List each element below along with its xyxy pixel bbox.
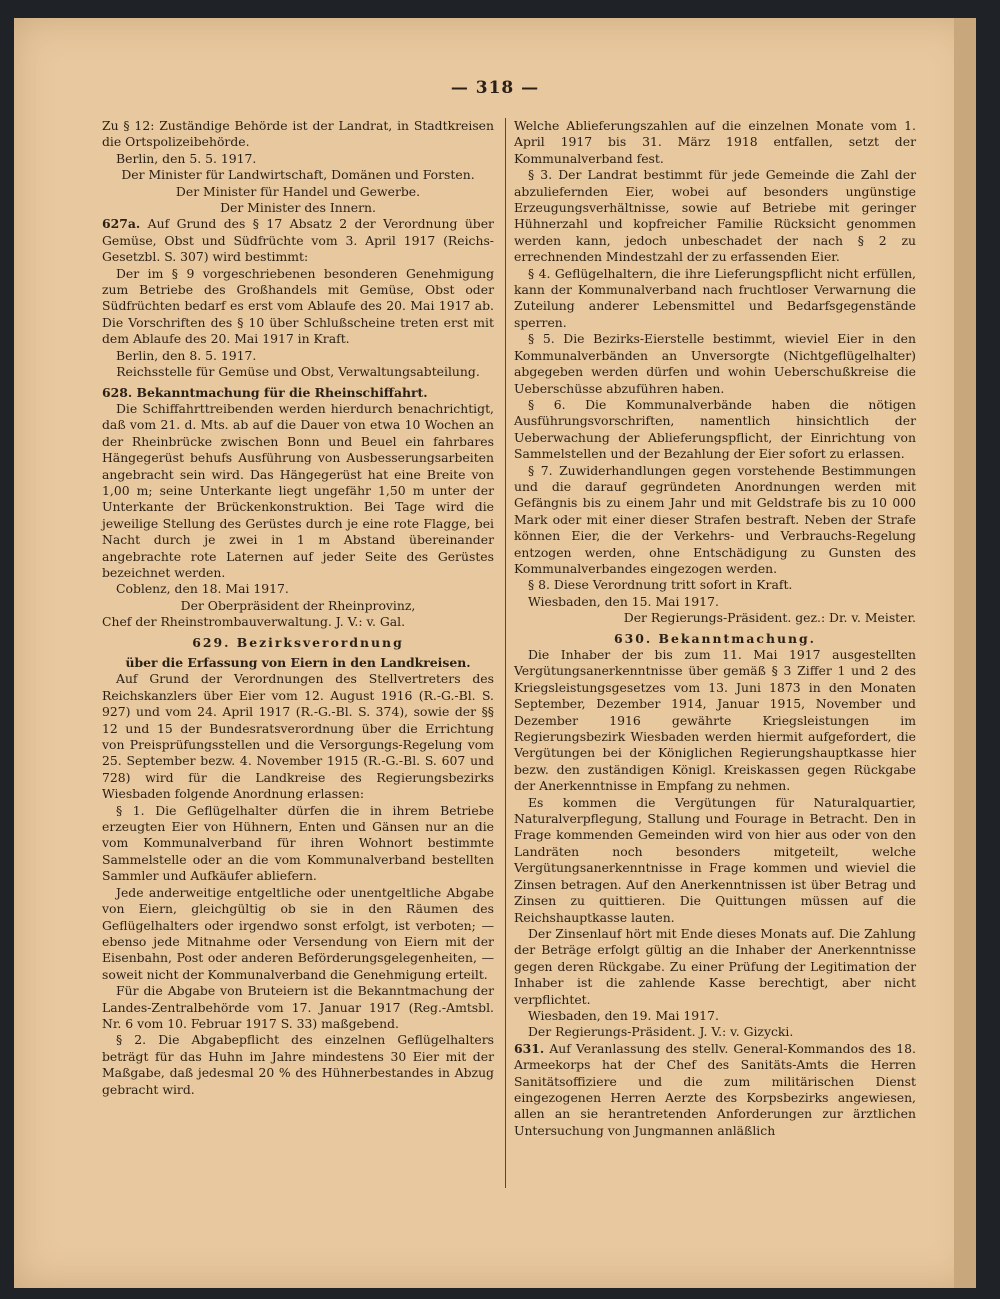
paragraph-text: Die Inhaber der bis zum 11. Mai 1917 ausgestellten Vergütungsanerkenntnisse über gemäß § 3 Ziffer 1 und 2 des Kriegsleistungsgesetzes vom 13. Juni 1873 in den Monaten September, Dezember 1914, Januar 1915, November und Dezember 1916 gewährte Kriegsleistungen im Regierungsbezirk Wiesbaden werden hiermit aufgefordert, die Vergütungen bei der Königlichen Regierungshauptkasse hier bezw. den zuständigen Königl. Kreiskassen gegen Rückgabe der Anerkenntnisse in Empfang zu nehmen.: [514, 647, 916, 794]
paragraph-text: Reichsstelle für Gemüse und Obst, Verwaltungsabteilung.: [116, 364, 480, 380]
paragraph-text: Der im § 9 vorgeschriebenen besonderen Genehmigung zum Betriebe des Großhandels mit Gemüse, Obst oder Südfrüchten bedarf es erst vom Ablaufe des 20. Mai 1917 ab. Die Vorschriften des § 10 über Schlußscheine treten erst mit dem Ablaufe des 20. Mai 1917 in Kraft.: [102, 265, 494, 347]
paragraph: [514, 118, 916, 167]
paragraph-text: Der Regierungs-Präsident. gez.: Dr. v. Meister.: [623, 610, 916, 626]
paragraph-text: Der Zinsenlauf hört mit Ende dieses Monats auf. Die Zahlung der Beträge erfolgt gültig an die Inhaber der Anerkenntnisse gegen deren Rückgabe. Zu einer Prüfung der Legitimation der Inhaber ist die zahlende Kasse berechtigt, aber nicht verpflichtet.: [514, 925, 916, 1007]
paragraph: [102, 1032, 494, 1098]
paragraph: [514, 610, 916, 626]
paragraph-text: Berlin, den 8. 5. 1917.: [116, 347, 257, 363]
left-column: [102, 118, 494, 1098]
paragraph: [514, 1041, 916, 1139]
paragraph-text: Bekanntmachung für die Rheinschiffahrt.: [136, 384, 428, 400]
entry-number: 629.: [192, 634, 231, 650]
document-page: [14, 18, 976, 1288]
paragraph-text: Auf Grund der Verordnungen des Stellvertreters des Reichskanzlers über Eier vom 12. August 1916 (R.-G.-Bl. S. 927) und vom 24. April 1917 (R.-G.-Bl. S. 374), sowie der §§ 12 und 15 der Bundesratsverordnung über die Errichtung von Preisprüfungsstellen und die Versorgungs-Regelung vom 25. September bezw. 4. November 1915 (R.-G.-Bl. S. 607 und 728) wird für die Landkreise des Regierungsbezirks Wiesbaden folgende Anordnung erlassen:: [102, 671, 494, 802]
paragraph: [514, 631, 916, 647]
paragraph: [514, 331, 916, 397]
paragraph-text: § 5. Die Bezirks-Eierstelle bestimmt, wieviel Eier in den Kommunalverbänden an Unversorgte (Nichtgeflügelhalter) abgegeben werden dürfen und wohin Ueberschußkreise die Ueberschüsse abzuführen haben.: [514, 331, 916, 396]
paragraph: [102, 364, 494, 380]
paragraph: [102, 655, 494, 671]
paragraph-text: § 6. Die Kommunalverbände haben die nötigen Ausführungsvorschriften, namentlich hinsichtlich der Ueberwachung der Ablieferungspflicht, der Einrichtung von Sammelstellen und der Bezahlung der Eier sofort zu erlassen.: [514, 396, 916, 462]
paragraph: [102, 118, 494, 151]
paragraph: [514, 926, 916, 1008]
paragraph: [102, 184, 494, 200]
paragraph-text: Für die Abgabe von Bruteiern ist die Bekanntmachung der Landes-Zentralbehörde vom 17. Januar 1917 (Reg.-Amtsbl. Nr. 6 vom 10. Februar 1917 S. 33) maßgebend.: [102, 983, 494, 1031]
paragraph-text: Auf Grund des § 17 Absatz 2 der Verordnung über Gemüse, Obst und Südfrüchte vom 3. April 1917 (Reichs-Gesetzbl. S. 307) wird bestimmt:: [102, 216, 494, 265]
paragraph-text: § 8. Diese Verordnung tritt sofort in Kraft.: [528, 577, 793, 593]
paragraph: [102, 385, 494, 401]
paragraph-text: Bezirksverordnung: [236, 634, 404, 650]
paragraph: [514, 647, 916, 795]
paragraph-text: über die Erfassung von Eiern in den Landkreisen.: [125, 655, 471, 670]
paragraph: [514, 795, 916, 926]
paragraph: [102, 983, 494, 1032]
paragraph-text: Es kommen die Vergütungen für Naturalquartier, Naturalverpflegung, Stallung und Fourage in Betracht. Den in Frage kommenden Gemeinden wird von hier aus oder von den Landräten noch besonders mitgeteilt, welche Vergütungsanerkenntnisse in Frage kommen und wieviel die Zinsen betragen. Auf den Anerkenntnissen ist über Betrag und Zinsen zu quittieren. Die Quittungen müssen auf die Reichshauptkasse lauten.: [514, 794, 916, 925]
paragraph-text: Welche Ablieferungszahlen auf die einzelnen Monate vom 1. April 1917 bis 31. März 1918 entfallen, setzt der Kommunalverband fest.: [514, 118, 916, 166]
paragraph-text: § 2. Die Abgabepflicht des einzelnen Geflügelhalters beträgt für das Huhn im Jahre mindestens 30 Eier mit der Maßgabe, daß jedesmal 20 % des Hühnerbestandes in Abzug gebracht wird.: [102, 1032, 494, 1097]
paragraph-text: Coblenz, den 18. Mai 1917.: [116, 581, 289, 597]
paragraph: [514, 266, 916, 332]
paragraph-text: Berlin, den 5. 5. 1917.: [116, 150, 257, 166]
paragraph: [514, 1008, 916, 1024]
paragraph: [102, 614, 494, 630]
paragraph-text: Jede anderweitige entgeltliche oder unentgeltliche Abgabe von Eiern, gleichgültig ob sie in den Räumen des Geflügelhalters oder irgendwo sonst erfolgt, ist verboten; — ebenso jede Mitnahme oder Versendung von Eiern mit der Eisenbahn, Post oder anderen Beförderungsgelegenheiten, — soweit nicht der Kommunalverband die Genehmigung erteilt.: [102, 884, 494, 982]
paragraph: [102, 266, 494, 348]
paragraph: [102, 216, 494, 265]
paragraph: [514, 463, 916, 578]
entry-number: 631.: [514, 1040, 545, 1056]
paragraph: [514, 594, 916, 610]
paragraph: [102, 348, 494, 364]
paragraph-text: § 1. Die Geflügelhalter dürfen die in ihrem Betriebe erzeugten Eier von Hühnern, Enten und Gänsen nur an die vom Kommunalverband für ihren Wohnort bestimmte Sammelstelle oder an die vom Kommunalverband bestellten Sammler und Aufkäufer abliefern.: [102, 802, 494, 884]
paragraph: [102, 635, 494, 651]
paragraph-text: Der Minister des Innern.: [220, 200, 376, 216]
entry-number: 628.: [102, 384, 133, 400]
paragraph-text: Chef der Rheinstrombauverwaltung. J. V.: v. Gal.: [102, 614, 406, 630]
paragraph: [102, 803, 494, 885]
paragraph: [102, 581, 494, 597]
paragraph: [514, 397, 916, 463]
paragraph: [514, 577, 916, 593]
paragraph: [102, 151, 494, 167]
page-edge-shadow: [954, 18, 976, 1288]
paragraph-text: Der Minister für Landwirtschaft, Domänen und Forsten.: [121, 167, 475, 183]
paragraph-text: Der Regierungs-Präsident. J. V.: v. Gizycki.: [528, 1024, 794, 1040]
paragraph-text: § 4. Geflügelhaltern, die ihre Lieferungspflicht nicht erfüllen, kann der Kommunalverband nach fruchtloser Verwarnung die Zuteilung anderer Lebensmittel und Bedarfsgegenstände sperren.: [514, 265, 916, 330]
paragraph: [102, 200, 494, 216]
page-number: — 318 —: [450, 78, 540, 98]
paragraph: [102, 167, 494, 183]
paragraph: [102, 598, 494, 614]
right-column: [514, 118, 916, 1139]
paragraph: [102, 671, 494, 802]
paragraph-text: Bekanntmachung.: [658, 630, 816, 646]
paragraph-text: Der Minister für Handel und Gewerbe.: [175, 183, 421, 199]
paragraph-text: Zu § 12: Zuständige Behörde ist der Landrat, in Stadtkreisen die Ortspolizeibehörde.: [102, 118, 494, 150]
paragraph: [514, 1024, 916, 1040]
paragraph-text: § 3. Der Landrat bestimmt für jede Gemeinde die Zahl der abzuliefernden Eier, wobei auf besonders ungünstige Erzeugungsverhältnisse, sowie auf Betriebe mit geringer Hühnerzahl und kopfreicher Familie Rücksicht genommen werden kann, jedoch unbeschadet der nach § 2 zu errechnenden Mindestzahl der zu erfassenden Eier.: [514, 167, 916, 265]
paragraph: [102, 401, 494, 581]
paragraph-text: § 7. Zuwiderhandlungen gegen vorstehende Bestimmungen und die darauf gegründeten Anordnungen werden mit Gefängnis bis zu einem Jahr und mit Geldstrafe bis zu 10 000 Mark oder mit einer dieser Strafen bestraft. Neben der Strafe können Eier, die der Verkehrs- und Verbrauchs-Regelung entzogen werden, ohne Entschädigung zu Gunsten des Kommunalverbandes eingezogen werden.: [514, 462, 916, 576]
paragraph-text: Der Oberpräsident der Rheinprovinz,: [180, 597, 416, 613]
paragraph: [514, 167, 916, 265]
entry-number: 627a.: [102, 216, 141, 232]
paragraph: [102, 885, 494, 983]
paragraph-text: Wiesbaden, den 15. Mai 1917.: [528, 593, 719, 609]
paragraph-text: Die Schiffahrttreibenden werden hierdurch benachrichtigt, daß vom 21. d. Mts. ab auf die Dauer von etwa 10 Wochen an der Rheinbrücke zwischen Bonn und Beuel ein fahrbares Hängegerüst behufs Ausführung von Ausbesserungsarbeiten angebracht sein wird. Das Hängegerüst hat eine Breite von 1,00 m; seine Unterkante liegt ungefähr 1,50 m unter der Unterkante der Brückenkonstruktion. Bei Tage wird die jeweilige Stellung des Gerüstes durch je eine rote Flagge, bei Nacht durch je zwei in 1 m Abstand übereinander angebrachte rote Laternen auf jeder Seite des Gerüstes bezeichnet werden.: [102, 400, 494, 580]
column-divider: [505, 118, 506, 1188]
paragraph-text: Auf Veranlassung des stellv. General-Kommandos des 18. Armeekorps hat der Chef des Sanitäts-Amts die Herren Sanitätsoffiziere und die zum militärischen Dienst eingezogenen Herren Aerzte des Korpsbezirks angewiesen, allen an sie herantretenden Anforderungen zur ärztlichen Untersuchung von Jungmannen anläßlich: [514, 1040, 916, 1138]
paragraph-text: Wiesbaden, den 19. Mai 1917.: [528, 1007, 719, 1023]
entry-number: 630.: [614, 630, 653, 646]
